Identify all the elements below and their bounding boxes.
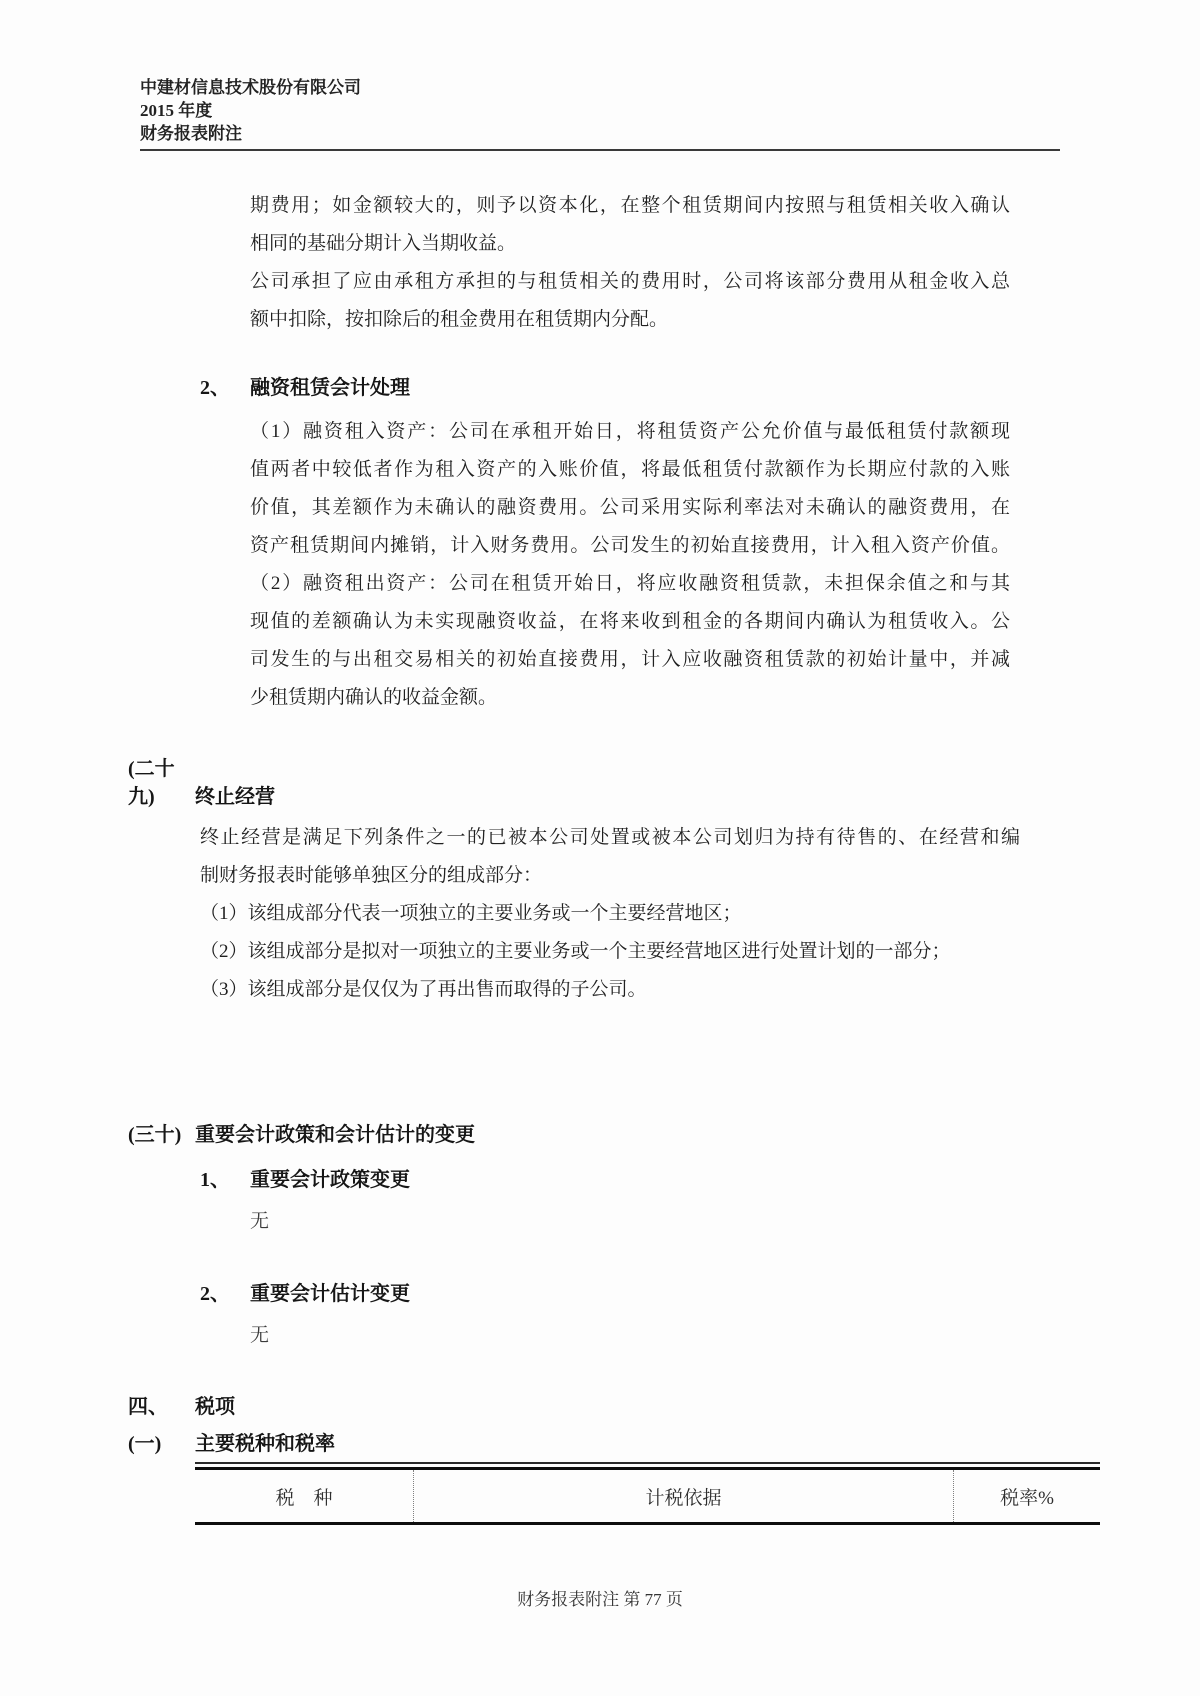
heading-title: 重要会计政策变更	[250, 1169, 410, 1191]
heading-number: (二十九)	[128, 758, 175, 808]
text-line: （3）该组成部分是仅仅为了再出售而取得的子公司。	[200, 979, 647, 1000]
heading-number: (一)	[128, 1433, 162, 1455]
text-line: （2）该组成部分是拟对一项独立的主要业务或一个主要经营地区进行处置计划的一部分；	[200, 941, 951, 962]
paragraph-lease-income	[250, 187, 1010, 339]
heading-number: 1、	[200, 1169, 230, 1191]
text-line: 司发生的与出租交易相关的初始直接费用，计入应收融资租赁款的初始计量中，并减	[250, 649, 1010, 670]
heading-title: 重要会计估计变更	[250, 1283, 410, 1305]
heading-title: 税项	[195, 1396, 235, 1418]
heading-title: 重要会计政策和会计估计的变更	[195, 1124, 475, 1146]
text-line: 少租赁期内确认的收益金额。	[250, 687, 498, 708]
text-line: 相同的基础分期计入当期收益。	[250, 233, 517, 254]
heading-title: 主要税种和税率	[195, 1433, 335, 1455]
policy-change-value: 无	[250, 1211, 270, 1232]
heading-title: 融资租赁会计处理	[250, 377, 410, 399]
text-line: 制财务报表时能够单独区分的组成部分：	[200, 865, 543, 886]
heading-accounting-changes	[128, 1121, 1060, 1149]
tax-table	[195, 1467, 1100, 1525]
heading-tax-items	[128, 1393, 1060, 1421]
page-footer: 财务报表附注 第 77 页	[517, 1590, 683, 1609]
paragraph-discontinued-operations	[200, 819, 1020, 1009]
company-name: 中建材信息技术股份有限公司	[140, 78, 361, 97]
text-line: 期费用；如金额较大的，则予以资本化，在整个租赁期间内按照与租赁相关收入确认	[250, 195, 1010, 216]
heading-estimate-change	[200, 1281, 1060, 1307]
heading-discontinued-operations	[128, 755, 1060, 811]
text-line: 价值，其差额作为未确认的融资费用。公司采用实际利率法对未确认的融资费用，在	[250, 497, 1010, 518]
heading-number: 2、	[200, 377, 230, 399]
estimate-change-value: 无	[250, 1325, 270, 1346]
heading-title: 终止经营	[195, 786, 275, 808]
text-line: （2）融资租出资产：公司在租赁开始日，将应收融资租赁款，未担保余值之和与其	[250, 573, 1010, 594]
report-year: 2015 年度	[140, 101, 213, 120]
document-title: 财务报表附注	[140, 124, 242, 143]
text-line: 现值的差额确认为未实现融资收益，在将来收到租金的各期间内确认为租赁收入。公	[250, 611, 1010, 632]
heading-main-taxes	[128, 1431, 1100, 1464]
heading-number: (三十)	[128, 1124, 182, 1146]
table-header-tax-type: 税 种	[275, 1487, 333, 1509]
paragraph-finance-lease	[250, 413, 1010, 717]
text-line: 公司承担了应由承租方承担的与租赁相关的费用时，公司将该部分费用从租金收入总	[250, 271, 1010, 292]
heading-policy-change	[200, 1167, 1060, 1193]
text-line: （1）融资租入资产：公司在承租开始日，将租赁资产公允价值与最低租赁付款额现	[250, 421, 1010, 442]
table-header-tax-rate: 税率%	[953, 1470, 1100, 1522]
heading-finance-lease	[200, 375, 1060, 401]
heading-number: 2、	[200, 1283, 230, 1305]
page-header	[140, 76, 1060, 151]
text-line: （1）该组成部分代表一项独立的主要业务或一个主要经营地区；	[200, 903, 742, 924]
text-line: 值两者中较低者作为租入资产的入账价值，将最低租赁付款额作为长期应付款的入账	[250, 459, 1010, 480]
heading-number: 四、	[128, 1396, 168, 1418]
text-line: 额中扣除，按扣除后的租金费用在租赁期内分配。	[250, 309, 669, 330]
table-header-tax-basis: 计税依据	[413, 1470, 953, 1522]
text-line: 资产租赁期间内摊销，计入财务费用。公司发生的初始直接费用，计入租入资产价值。	[250, 535, 1010, 556]
text-line: 终止经营是满足下列条件之一的已被本公司处置或被本公司划归为持有待售的、在经营和编	[200, 827, 1020, 848]
